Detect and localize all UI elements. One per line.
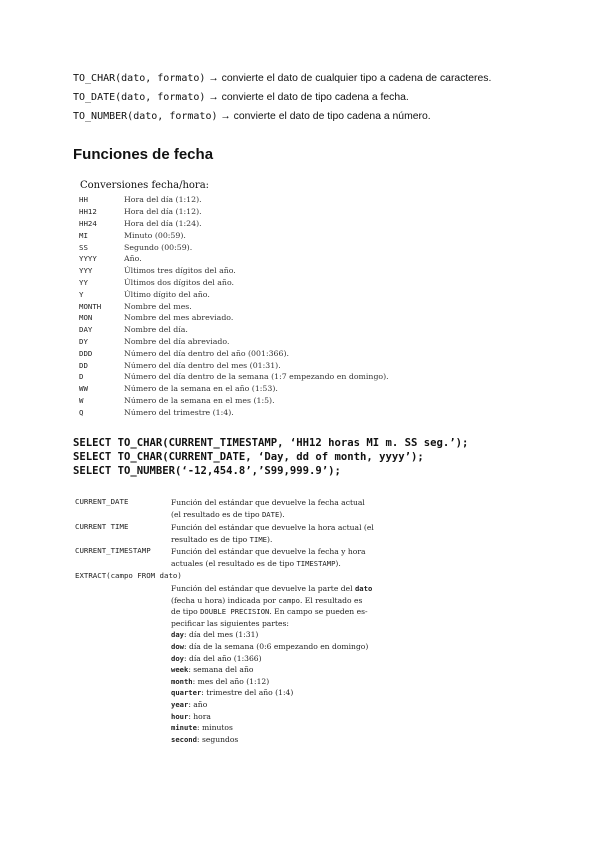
format-desc: Año. [124, 254, 142, 264]
format-row-day [79, 324, 389, 336]
format-desc: Número del día dentro de la semana (1:7 empezando en domingo). [124, 372, 389, 382]
format-code: SS [79, 242, 88, 252]
format-desc: Minuto (00:59). [124, 230, 186, 240]
part-key: second [171, 734, 197, 744]
format-row-ss [79, 241, 389, 253]
format-code: DDD [79, 348, 93, 358]
format-row-y [79, 288, 389, 300]
format-code: HH24 [79, 218, 97, 228]
description-line: Función del estándar que devuelve la fecha y hora [171, 547, 366, 556]
part-key: dow [171, 641, 184, 651]
text: . En campo se pueden es- [269, 607, 368, 617]
format-code: MONTH [79, 301, 102, 311]
description-line [171, 595, 491, 607]
description-line [171, 534, 491, 546]
format-desc: Hora del día (1:12). [124, 195, 202, 205]
part-key: minute [171, 723, 197, 733]
text: . El resultado es [299, 595, 363, 605]
description-line [171, 509, 491, 521]
function-code: TO_CHAR(dato, formato) [73, 73, 206, 84]
format-code: DD [79, 360, 88, 370]
format-desc: Segundo (00:59). [124, 242, 193, 252]
param-code: dato [354, 584, 373, 593]
format-desc: Hora del día (1:12). [124, 207, 202, 217]
description-line [171, 558, 491, 570]
description-line [171, 583, 491, 595]
function-name: CURRENT_DATE [75, 497, 129, 506]
format-code: YYY [79, 266, 93, 276]
conversion-line-to-char [73, 72, 593, 86]
text: ). [279, 509, 285, 519]
sql-line: SELECT TO_NUMBER(‘-12,454.8’,’S99,999.9’); [73, 465, 341, 477]
text: (fecha u hora) indicada por [171, 595, 279, 605]
type-code: TIME [249, 534, 267, 544]
type-code: TIMESTAMP [296, 558, 336, 568]
function-description: → convierte el dato de tipo cadena a fecha. [208, 92, 409, 103]
part-key: doy [171, 653, 184, 663]
function-name: CURRENT_TIMESTAMP [75, 546, 151, 555]
format-row-hh24 [79, 218, 389, 230]
format-code: DAY [79, 325, 93, 335]
part-desc: : semana del año [188, 665, 254, 675]
text: resultado es de tipo [171, 534, 250, 544]
format-code: W [79, 395, 84, 405]
format-code: D [79, 372, 84, 382]
part-desc: : año [188, 699, 208, 709]
part-desc: : trimestre del año (1:4) [201, 688, 294, 698]
extract-part [171, 664, 491, 676]
function-description [171, 497, 491, 520]
description-line: Función del estándar que devuelve la fecha actual [171, 498, 365, 507]
format-code: WW [79, 384, 88, 394]
type-code: DOUBLE PRECISION [200, 607, 270, 617]
format-table [79, 194, 389, 418]
extract-part [171, 734, 491, 746]
format-row-d [79, 371, 389, 383]
format-row-yyy [79, 265, 389, 277]
function-name: CURRENT TIME [75, 522, 129, 531]
extract-part [171, 676, 491, 688]
text: ). [266, 534, 273, 544]
format-desc: Número del día dentro del mes (01:31). [124, 360, 281, 370]
section-title: Funciones de fecha [73, 146, 214, 163]
format-desc: Nombre del día abreviado. [124, 336, 230, 346]
format-code: YYYY [79, 254, 97, 264]
format-row-yyyy [79, 253, 389, 265]
extract-part [171, 641, 491, 653]
text: actuales (el resultado es de tipo [171, 558, 297, 568]
format-row-hh12 [79, 206, 389, 218]
format-row-hh [79, 194, 389, 206]
part-key: week [171, 665, 189, 675]
description-line [171, 606, 491, 618]
part-desc: : segundos [196, 734, 239, 744]
format-row-ww [79, 383, 389, 395]
part-desc: : mes del año (1:12) [192, 676, 270, 686]
part-desc: : día de la semana (0:6 empezando en domingo) [183, 641, 369, 651]
format-row-ddd [79, 347, 389, 359]
format-row-yy [79, 277, 389, 289]
format-code: HH [79, 195, 88, 205]
format-desc: Nombre del mes abreviado. [124, 313, 234, 323]
format-row-w [79, 395, 389, 407]
format-table-title: Conversiones fecha/hora: [80, 180, 210, 191]
part-desc: : día del año (1:366) [183, 653, 262, 663]
sql-examples [73, 436, 468, 478]
part-key: day [171, 630, 184, 640]
type-code: DATE [261, 509, 280, 519]
extract-part [171, 629, 491, 641]
function-code: TO_DATE(dato, formato) [73, 92, 206, 103]
format-code: MI [79, 230, 88, 240]
format-desc: Número del trimestre (1:4). [124, 407, 234, 417]
format-desc: Nombre del día. [124, 325, 188, 335]
format-code: Y [79, 289, 84, 299]
part-desc: : minutos [196, 723, 233, 733]
part-key: quarter [171, 688, 202, 698]
function-description: → convierte el dato de tipo cadena a número. [220, 111, 431, 122]
description-line: pecificar las siguientes partes: [171, 618, 289, 628]
description-line: Función del estándar que devuelve la hora actual (el [171, 523, 374, 532]
function-description [171, 522, 491, 545]
format-desc: Nombre del mes. [124, 301, 192, 311]
conversion-line-to-number [73, 110, 593, 124]
extract-part [171, 687, 491, 699]
format-desc: Últimos tres dígitos del año. [124, 266, 236, 276]
format-desc: Número de la semana en el mes (1:5). [124, 395, 275, 405]
format-row-month [79, 300, 389, 312]
format-code: MON [79, 313, 93, 323]
text: ). [335, 558, 341, 568]
format-desc: Últimos dos dígitos del año. [124, 277, 234, 287]
format-code: YY [79, 277, 88, 287]
function-description: → convierte el dato de cualquier tipo a cadena de caracteres. [208, 73, 492, 84]
format-row-mi [79, 229, 389, 241]
format-desc: Número de la semana en el año (1:53). [124, 384, 278, 394]
part-key: month [171, 676, 193, 686]
format-code: HH12 [79, 207, 97, 217]
part-desc: : día del mes (1:31) [183, 630, 259, 640]
text: Función del estándar que devuelve la parte del [171, 584, 355, 593]
format-code: DY [79, 336, 88, 346]
function-description [171, 546, 491, 569]
format-desc: Último dígito del año. [124, 289, 210, 299]
function-description [171, 583, 491, 745]
param-code: campo [278, 595, 300, 605]
text: de tipo [171, 607, 201, 617]
format-row-dy [79, 336, 389, 348]
part-key: year [171, 699, 189, 709]
format-row-dd [79, 359, 389, 371]
conversion-line-to-date [73, 91, 593, 105]
format-row-q [79, 406, 389, 418]
text: (el resultado es de tipo [171, 509, 262, 519]
format-code: Q [79, 407, 84, 417]
format-row-mon [79, 312, 389, 324]
extract-part [171, 711, 491, 723]
part-key: hour [171, 711, 189, 721]
sql-line: SELECT TO_CHAR(CURRENT_TIMESTAMP, ‘HH12 horas MI m. SS seg.’); [73, 437, 469, 449]
extract-part [171, 722, 491, 734]
extract-part [171, 699, 491, 711]
function-code: TO_NUMBER(dato, formato) [73, 111, 218, 122]
format-desc: Hora del día (1:24). [124, 218, 202, 228]
function-name: EXTRACT(campo FROM dato) [75, 571, 182, 580]
sql-line: SELECT TO_CHAR(CURRENT_DATE, ‘Day, dd of month, yyyy’); [73, 451, 424, 463]
extract-part [171, 653, 491, 665]
format-desc: Número del día dentro del año (001:366). [124, 348, 289, 358]
part-desc: : hora [188, 711, 211, 721]
